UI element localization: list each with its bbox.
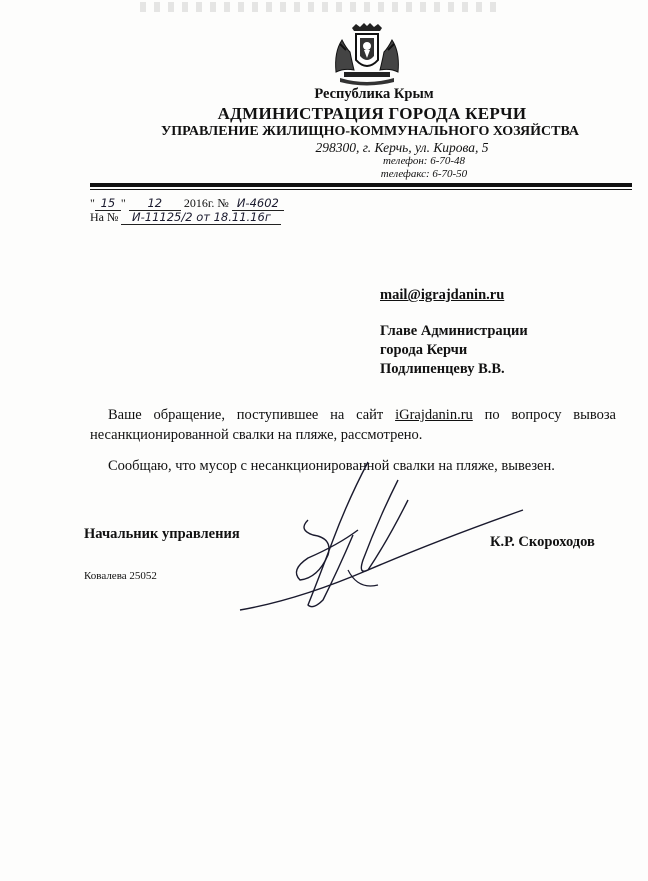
postal-address: 298300, г. Керчь, ул. Кирова, 5 — [315, 140, 489, 155]
header-divider — [90, 183, 632, 187]
ref-value: И-11125/2 от 18.11.16г — [121, 210, 281, 225]
ref-label: На № — [90, 210, 119, 224]
signer-title: Начальник управления — [84, 526, 240, 542]
recipient-line-1: Главе Администрации — [380, 323, 528, 339]
recipient-line-2: города Керчи — [380, 342, 468, 358]
reg-month: 12 — [129, 196, 181, 211]
handwritten-signature — [238, 460, 528, 620]
body-paragraph-1 — [90, 405, 616, 445]
outgoing-registration: " 15 " 12 2016г. № И-4602 — [90, 196, 284, 211]
department-name: УПРАВЛЕНИЕ ЖИЛИЩНО-КОММУНАЛЬНОГО ХОЗЯЙСТВА — [160, 124, 580, 139]
p1-end: по вопросу вывоза несанкционированной свалки на пляже, рассмотрено. — [90, 407, 616, 443]
fax-number: телефакс: 6-70-50 — [380, 168, 468, 180]
region-name: Республика Крым — [314, 86, 434, 102]
site-link: iGrajdanin.ru — [395, 407, 473, 423]
phone-number: телефон: 6-70-48 — [382, 155, 466, 167]
header-divider-thin — [90, 189, 632, 190]
body-paragraph-2: Сообщаю, что мусор с несанкционированной свалки на пляже, вывезен. — [108, 458, 555, 474]
executor-note: Ковалева 25052 — [84, 570, 157, 582]
reg-number: И-4602 — [232, 196, 284, 211]
reg-day: 15 — [95, 196, 121, 211]
recipient-email: mail@igrajdanin.ru — [380, 287, 505, 303]
crimea-coat-of-arms-icon — [330, 22, 404, 86]
recipient-line-3: Подлипенцеву В.В. — [380, 361, 505, 377]
incoming-reference — [90, 210, 281, 225]
reg-year-label: 2016г. № — [183, 196, 229, 210]
p1-start: Ваше обращение, поступившее на сайт — [108, 407, 396, 423]
administration-name: АДМИНИСТРАЦИЯ ГОРОДА КЕРЧИ — [217, 104, 527, 123]
signer-name: К.Р. Скороходов — [490, 534, 595, 550]
scan-artifact — [140, 2, 500, 12]
